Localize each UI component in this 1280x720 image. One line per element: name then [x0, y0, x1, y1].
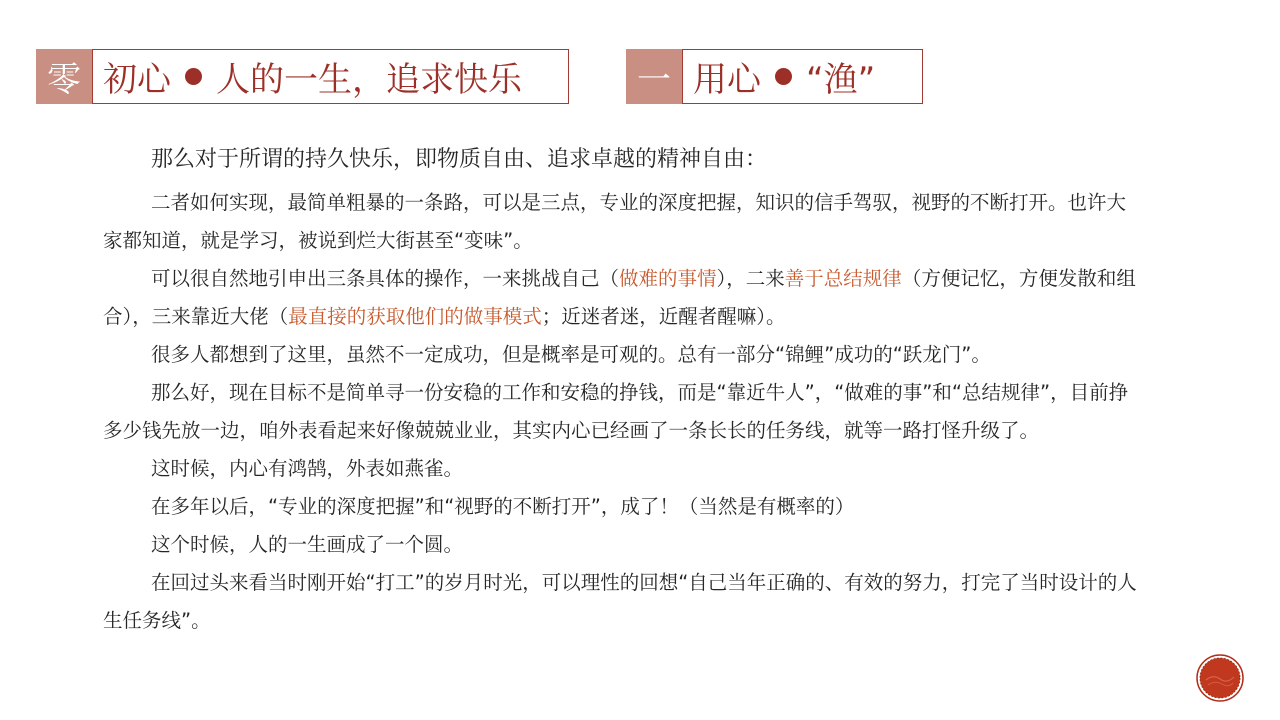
paragraph: 这时候，内心有鸿鹄，外表如燕雀。	[151, 457, 464, 480]
highlight-text: 善于总结规律	[784, 267, 902, 290]
text-run: 可以很自然地引申出三条具体的操作，一来挑战自己（	[151, 267, 620, 290]
lead-paragraph: 那么对于所谓的持久快乐，即物质自由、追求卓越的精神自由：	[151, 147, 768, 172]
section-title	[92, 49, 569, 104]
paragraph: 在多年以后，“专业的深度把握”和“视野的不断打开”，成了！（当然是有概率的）	[151, 495, 855, 518]
paragraph: 这个时候，人的一生画成了一个圆。	[151, 533, 464, 556]
paragraph: 在回过头来看当时刚开始“打工”的岁月时光，可以理性的回想“自己当年正确的、有效的努力，打完了当时设计的人生任务线”。	[103, 571, 1137, 632]
paragraph-with-highlights	[103, 260, 1145, 336]
section-title-part-b: 人的一生，追求快乐	[216, 60, 522, 100]
section-header-zero	[36, 49, 569, 104]
section-title	[682, 49, 923, 104]
paragraph: 二者如何实现，最简单粗暴的一条路，可以是三点，专业的深度把握，知识的信手驾驭，视野的不断打开。也许大家都知道，就是学习，被说到烂大街甚至“变味”。	[103, 191, 1127, 252]
text-run: ），二来	[716, 267, 785, 290]
section-title-part-a: 初心	[103, 60, 171, 100]
section-badge: 一	[626, 49, 682, 104]
paragraph: 那么好，现在目标不是简单寻一份安稳的工作和安稳的挣钱，而是“靠近牛人”，“做难的事”和“总结规律”，目前挣多少钱先放一边，咱外表看起来好像兢兢业业，其实内心已经画了一条长长的任务线，就等一路打怪升级了。	[103, 381, 1129, 442]
paragraph: 很多人都想到了这里，虽然不一定成功，但是概率是可观的。总有一部分“锦鲤”成功的“跃龙门”。	[151, 343, 991, 366]
body-text	[103, 140, 1145, 640]
section-header-one	[626, 49, 923, 104]
section-title-part-b: “渔”	[806, 60, 876, 100]
section-badge: 零	[36, 49, 92, 104]
bullet-dot-icon	[185, 68, 202, 85]
text-run: ；近迷者迷，近醒者醒嘛）。	[541, 305, 786, 328]
highlight-text: 最直接的获取他们的做事模式	[288, 305, 542, 328]
text-run: （方便记忆，方便发散和组合），三来靠近大佬（	[103, 267, 1136, 328]
red-circle-logo-icon	[1196, 654, 1244, 702]
bullet-dot-icon	[775, 68, 792, 85]
highlight-text: 做难的事情	[619, 267, 717, 290]
section-title-part-a: 用心	[693, 60, 761, 100]
